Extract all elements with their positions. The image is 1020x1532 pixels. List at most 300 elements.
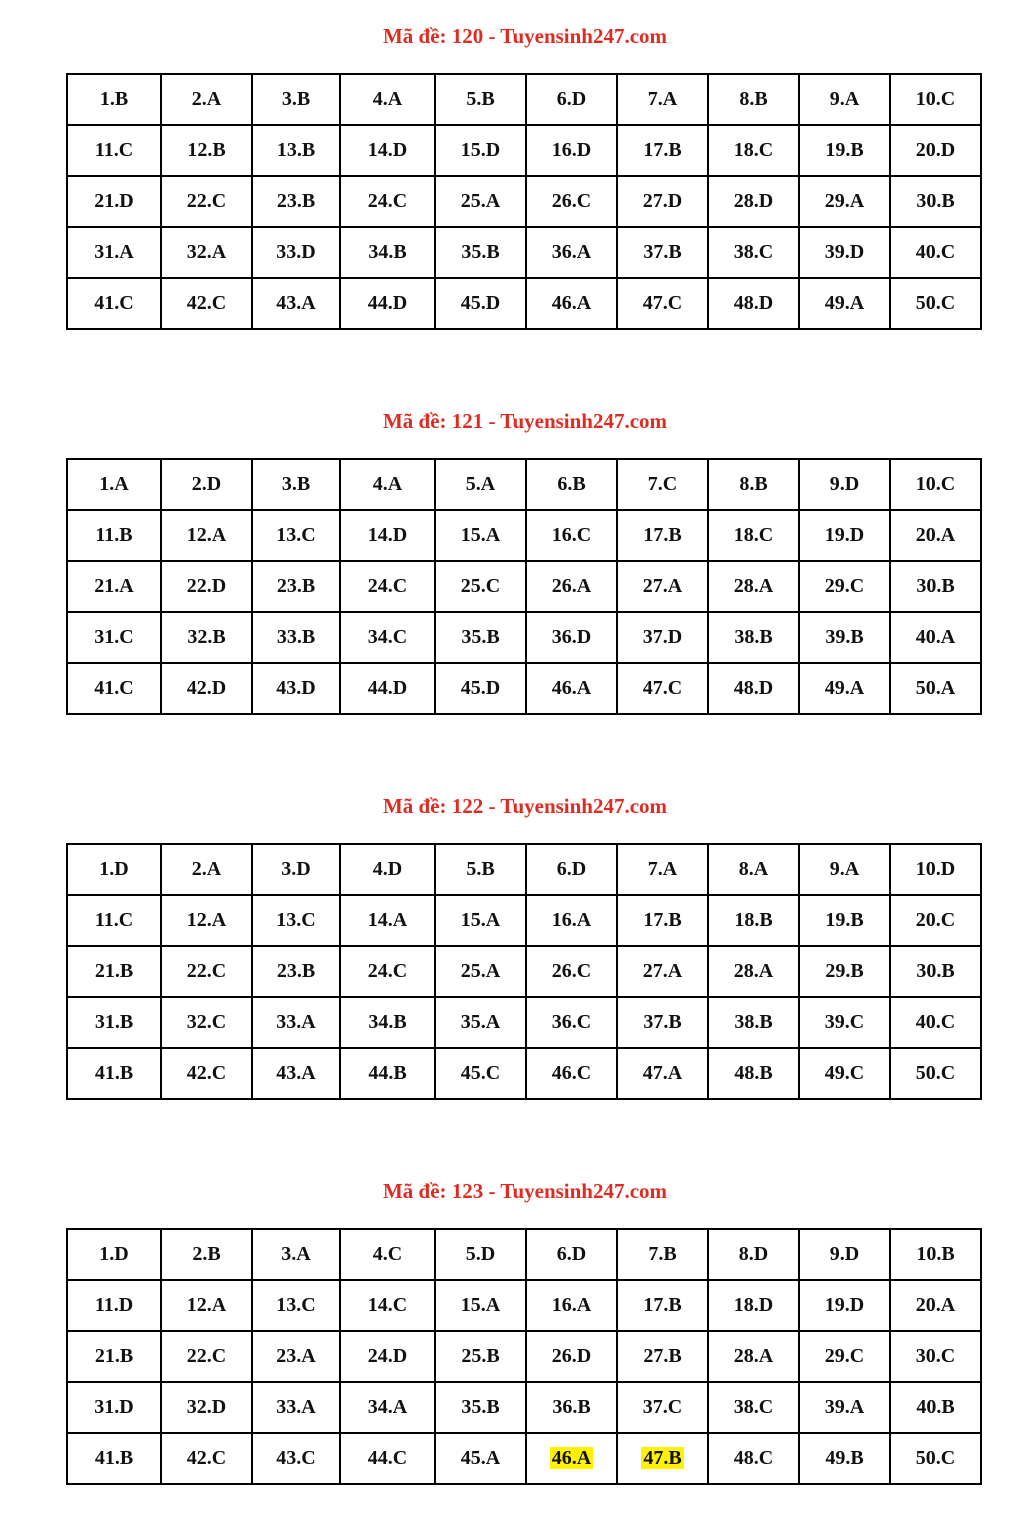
answer-text: 31.C <box>94 626 134 648</box>
answer-cell <box>252 74 340 125</box>
answer-cell <box>435 125 526 176</box>
answer-text: 35.A <box>460 1011 501 1033</box>
answer-text: 28.D <box>733 190 774 212</box>
answer-text: 3.B <box>281 88 311 110</box>
answer-text: 32.C <box>186 1011 227 1033</box>
answer-cell <box>890 663 981 714</box>
answer-cell <box>890 459 981 510</box>
answer-cell <box>890 510 981 561</box>
answer-cell <box>617 1048 708 1099</box>
answer-text: 25.A <box>460 190 501 212</box>
answer-cell <box>340 612 435 663</box>
answer-cell <box>799 1433 890 1484</box>
answer-text: 33.D <box>276 241 316 263</box>
answer-cell <box>252 1433 340 1484</box>
answer-cell <box>708 844 799 895</box>
answer-cell <box>799 663 890 714</box>
answer-text: 40.C <box>915 1011 956 1033</box>
answer-text: 38.C <box>733 241 774 263</box>
answer-text: 16.C <box>551 524 592 546</box>
answer-text: 36.C <box>551 1011 592 1033</box>
answer-text: 37.C <box>642 1396 683 1418</box>
answer-cell <box>890 997 981 1048</box>
answer-text: 11.B <box>95 524 133 546</box>
answer-cell <box>67 1433 161 1484</box>
answer-text: 27.A <box>642 960 683 982</box>
answer-text: 4.A <box>372 473 403 495</box>
answer-row <box>67 1229 981 1280</box>
answer-row <box>67 561 981 612</box>
answer-text: 34.B <box>368 1011 407 1033</box>
answer-cell <box>161 895 252 946</box>
answer-cell <box>67 459 161 510</box>
answer-cell <box>161 612 252 663</box>
answer-text: 17.B <box>643 909 682 931</box>
answer-cell <box>526 176 617 227</box>
answer-cell <box>252 227 340 278</box>
answer-cell <box>435 997 526 1048</box>
answer-text: 17.B <box>643 1294 682 1316</box>
answer-text: 21.A <box>94 575 134 597</box>
answer-cell <box>340 510 435 561</box>
answer-text: 39.A <box>824 1396 865 1418</box>
answer-cell <box>252 1229 340 1280</box>
answer-cell <box>161 1382 252 1433</box>
answer-text: 20.A <box>915 524 956 546</box>
answer-row <box>67 612 981 663</box>
answer-cell <box>617 612 708 663</box>
answer-cell <box>161 1280 252 1331</box>
answer-text: 48.B <box>734 1062 773 1084</box>
answer-cell <box>67 844 161 895</box>
answer-text: 44.B <box>368 1062 407 1084</box>
answer-text: 49.A <box>824 292 865 314</box>
answer-row <box>67 74 981 125</box>
answer-cell <box>435 612 526 663</box>
answer-cell <box>708 278 799 329</box>
answer-cell <box>526 227 617 278</box>
answer-text: 18.B <box>734 909 773 931</box>
answer-text: 31.B <box>94 1011 134 1033</box>
answer-text: 34.C <box>367 626 408 648</box>
answer-text: 43.D <box>276 677 316 699</box>
answer-text: 26.D <box>551 1345 592 1367</box>
answer-cell <box>617 1229 708 1280</box>
answer-cell <box>526 459 617 510</box>
answer-cell <box>799 125 890 176</box>
answer-text: 13.B <box>276 139 316 161</box>
answer-text: 44.D <box>367 677 408 699</box>
answer-cell <box>252 1382 340 1433</box>
answer-cell <box>799 1229 890 1280</box>
answer-cell <box>708 176 799 227</box>
answer-cell <box>67 612 161 663</box>
answer-row <box>67 278 981 329</box>
answer-text: 41.C <box>94 292 134 314</box>
answer-text: 22.C <box>186 1345 227 1367</box>
answer-row <box>67 663 981 714</box>
answer-cell <box>161 844 252 895</box>
answer-text: 24.C <box>367 575 408 597</box>
answer-cell <box>67 1048 161 1099</box>
answer-cell <box>799 459 890 510</box>
answer-text: 1.B <box>99 88 129 110</box>
answer-cell <box>340 1280 435 1331</box>
answer-text: 37.B <box>643 1011 682 1033</box>
answer-row <box>67 844 981 895</box>
answer-text: 15.A <box>460 909 501 931</box>
answer-cell <box>708 510 799 561</box>
answer-cell <box>708 612 799 663</box>
answer-text: 11.C <box>94 909 134 931</box>
answer-text: 29.C <box>824 575 865 597</box>
answer-text: 17.B <box>643 524 682 546</box>
answer-cell <box>617 1280 708 1331</box>
answer-cell <box>617 176 708 227</box>
answer-text: 43.A <box>276 292 316 314</box>
answer-cell <box>708 895 799 946</box>
answer-text: 23.B <box>276 190 316 212</box>
answer-cell <box>617 227 708 278</box>
answer-text: 12.A <box>186 524 227 546</box>
answer-text: 8.B <box>739 88 768 110</box>
answer-text: 1.D <box>99 1243 129 1265</box>
answer-cell <box>252 1331 340 1382</box>
answer-text: 14.D <box>367 524 408 546</box>
answer-text: 9.A <box>829 88 860 110</box>
answer-cell <box>890 176 981 227</box>
answer-cell <box>161 997 252 1048</box>
answer-text: 50.C <box>915 292 956 314</box>
answer-text: 17.B <box>643 139 682 161</box>
answer-table <box>66 843 982 1100</box>
answer-cell <box>161 510 252 561</box>
answer-cell <box>799 1280 890 1331</box>
answer-text: 28.A <box>733 1345 774 1367</box>
answer-cell <box>252 895 340 946</box>
answer-cell <box>890 1433 981 1484</box>
answer-cell <box>340 459 435 510</box>
answer-text: 19.B <box>825 139 864 161</box>
answer-cell <box>708 997 799 1048</box>
exam-code-title: Mã đề: 123 - Tuyensinh247.com <box>382 1179 668 1203</box>
answer-cell <box>67 278 161 329</box>
answer-cell <box>435 561 526 612</box>
answer-text: 12.A <box>186 1294 227 1316</box>
answer-text: 3.B <box>281 473 311 495</box>
answer-text: 35.B <box>461 241 500 263</box>
answer-cell <box>890 1048 981 1099</box>
answer-cell <box>161 459 252 510</box>
answer-cell <box>617 1382 708 1433</box>
answer-text: 21.B <box>94 960 134 982</box>
answer-text: 13.C <box>276 1294 316 1316</box>
answer-cell <box>890 227 981 278</box>
answer-cell <box>435 1382 526 1433</box>
answer-text: 5.D <box>465 1243 496 1265</box>
answer-text: 50.A <box>915 677 956 699</box>
answer-cell <box>526 844 617 895</box>
answer-cell <box>617 459 708 510</box>
answer-text: 8.A <box>738 858 769 880</box>
answer-text: 7.C <box>647 473 678 495</box>
answer-text: 49.C <box>824 1062 865 1084</box>
answer-text: 15.D <box>460 139 501 161</box>
answer-text: 2.A <box>191 88 222 110</box>
answer-row <box>67 895 981 946</box>
answer-cell <box>799 946 890 997</box>
answer-text: 2.B <box>192 1243 221 1265</box>
answer-text: 22.C <box>186 960 227 982</box>
answer-text: 2.A <box>191 858 222 880</box>
answer-cell <box>617 510 708 561</box>
answer-text: 34.B <box>368 241 407 263</box>
answer-text: 43.A <box>276 1062 316 1084</box>
answer-text: 29.A <box>824 190 865 212</box>
answer-text: 33.A <box>276 1011 316 1033</box>
answer-text: 35.B <box>461 626 500 648</box>
answer-row <box>67 1433 981 1484</box>
answer-text: 2.D <box>191 473 222 495</box>
answer-cell <box>161 74 252 125</box>
exam-code-title: Mã đề: 122 - Tuyensinh247.com <box>382 794 668 818</box>
answer-text: 42.D <box>186 677 227 699</box>
answer-text: 21.D <box>94 190 134 212</box>
answer-cell <box>435 278 526 329</box>
answer-cell <box>435 74 526 125</box>
answer-row <box>67 227 981 278</box>
answer-text: 45.D <box>460 292 501 314</box>
answer-cell <box>890 74 981 125</box>
answer-text: 43.C <box>276 1447 316 1469</box>
answer-text: 21.B <box>94 1345 134 1367</box>
answer-text: 36.D <box>551 626 592 648</box>
answer-cell <box>526 1048 617 1099</box>
answer-text: 11.C <box>94 139 134 161</box>
answer-text: 24.C <box>367 960 408 982</box>
answer-text: 11.D <box>94 1294 134 1316</box>
answer-text: 39.D <box>824 241 865 263</box>
answer-cell <box>161 1331 252 1382</box>
answer-cell <box>708 1280 799 1331</box>
answer-text: 5.B <box>466 858 495 880</box>
answer-cell <box>340 176 435 227</box>
answer-text: 10.D <box>915 858 956 880</box>
answer-text: 46.A <box>551 292 592 314</box>
answer-text: 39.C <box>824 1011 865 1033</box>
answer-cell <box>799 844 890 895</box>
answer-text: 14.C <box>367 1294 408 1316</box>
answer-text: 49.A <box>824 677 865 699</box>
answer-cell <box>67 561 161 612</box>
answer-cell <box>340 74 435 125</box>
answer-text: 50.C <box>915 1447 956 1469</box>
answer-cell <box>161 1433 252 1484</box>
answer-cell <box>708 125 799 176</box>
answer-cell <box>67 1229 161 1280</box>
answer-text: 48.C <box>733 1447 774 1469</box>
answer-row <box>67 1382 981 1433</box>
answer-text: 10.C <box>915 88 956 110</box>
answer-cell <box>526 997 617 1048</box>
answer-text: 6.D <box>556 88 587 110</box>
answer-text: 10.C <box>915 473 956 495</box>
answer-text: 45.A <box>460 1447 501 1469</box>
answer-cell <box>435 1280 526 1331</box>
answer-cell <box>526 510 617 561</box>
answer-cell <box>799 176 890 227</box>
answer-cell <box>67 176 161 227</box>
answer-cell <box>435 1433 526 1484</box>
answer-text: 47.C <box>642 292 683 314</box>
answer-cell <box>67 997 161 1048</box>
answer-cell <box>799 510 890 561</box>
answer-text: 23.B <box>276 960 316 982</box>
answer-cell <box>252 176 340 227</box>
answer-cell <box>799 895 890 946</box>
answer-cell <box>435 1048 526 1099</box>
answer-cell <box>161 227 252 278</box>
answer-text: 29.C <box>824 1345 865 1367</box>
answer-cell <box>617 1331 708 1382</box>
answer-cell <box>435 946 526 997</box>
answer-cell <box>890 125 981 176</box>
answer-cell <box>799 612 890 663</box>
answer-cell <box>890 946 981 997</box>
answer-text: 6.B <box>557 473 586 495</box>
answer-cell <box>708 561 799 612</box>
answer-cell <box>340 1382 435 1433</box>
answer-cell <box>890 1229 981 1280</box>
answer-text: 22.C <box>186 190 227 212</box>
answer-cell <box>340 1433 435 1484</box>
answer-text: 10.B <box>916 1243 955 1265</box>
answer-row <box>67 176 981 227</box>
answer-text: 18.C <box>733 524 774 546</box>
answer-text: 26.A <box>551 575 592 597</box>
answer-cell <box>340 278 435 329</box>
answer-text: 12.B <box>187 139 226 161</box>
answer-text: 32.B <box>187 626 226 648</box>
answer-cell <box>340 227 435 278</box>
answer-row <box>67 1331 981 1382</box>
answer-cell <box>526 1229 617 1280</box>
answer-text: 6.D <box>556 858 587 880</box>
exam-code-title: Mã đề: 120 - Tuyensinh247.com <box>382 24 668 48</box>
answer-cell <box>67 74 161 125</box>
answer-text: 14.D <box>367 139 408 161</box>
answer-text: 16.A <box>551 1294 592 1316</box>
answer-cell <box>252 1280 340 1331</box>
answer-cell <box>67 1382 161 1433</box>
answer-text: 30.B <box>916 575 955 597</box>
answer-text: 25.B <box>461 1345 500 1367</box>
answer-cell <box>617 278 708 329</box>
answer-cell <box>799 1331 890 1382</box>
answer-text: 12.A <box>186 909 227 931</box>
answer-cell <box>526 278 617 329</box>
answer-text: 32.D <box>186 1396 227 1418</box>
answer-cell <box>799 1382 890 1433</box>
answer-text: 19.D <box>824 1294 865 1316</box>
answer-cell <box>890 1382 981 1433</box>
answer-cell <box>526 946 617 997</box>
answer-cell <box>617 946 708 997</box>
answer-row <box>67 997 981 1048</box>
answer-cell <box>708 1433 799 1484</box>
answer-text: 24.D <box>367 1345 408 1367</box>
answer-cell <box>340 946 435 997</box>
answer-cell <box>252 1048 340 1099</box>
answer-cell <box>252 459 340 510</box>
answer-cell <box>435 844 526 895</box>
answer-cell <box>67 125 161 176</box>
answer-text: 44.C <box>367 1447 408 1469</box>
answer-text: 16.A <box>551 909 592 931</box>
answer-text: 9.A <box>829 858 860 880</box>
answer-cell <box>67 1331 161 1382</box>
answer-cell <box>890 278 981 329</box>
answer-cell <box>890 844 981 895</box>
answer-text: 40.C <box>915 241 956 263</box>
answer-cell <box>252 844 340 895</box>
answer-text: 36.A <box>551 241 592 263</box>
answer-text: 44.D <box>367 292 408 314</box>
answer-text: 37.B <box>643 241 682 263</box>
answer-text: 7.A <box>647 858 678 880</box>
answer-cell <box>708 74 799 125</box>
answer-text: 30.B <box>916 190 955 212</box>
answer-cell <box>340 1229 435 1280</box>
answer-text: 31.A <box>94 241 134 263</box>
answer-table <box>66 1228 982 1485</box>
answer-text: 20.C <box>915 909 956 931</box>
answer-cell <box>890 1331 981 1382</box>
answer-cell <box>435 663 526 714</box>
answer-cell <box>340 663 435 714</box>
answer-text: 23.A <box>276 1345 316 1367</box>
answer-text: 25.A <box>460 960 501 982</box>
answer-text: 45.D <box>460 677 501 699</box>
answer-cell <box>252 663 340 714</box>
answer-cell <box>890 895 981 946</box>
answer-cell <box>617 895 708 946</box>
answer-text: 31.D <box>94 1396 134 1418</box>
answer-text: 40.A <box>915 626 956 648</box>
answer-cell <box>435 510 526 561</box>
answer-text: 41.B <box>94 1062 134 1084</box>
answer-text: 35.B <box>461 1396 500 1418</box>
answer-cell <box>67 227 161 278</box>
answer-text: 50.C <box>915 1062 956 1084</box>
answer-text: 18.C <box>733 139 774 161</box>
answer-text: 46.A <box>551 677 592 699</box>
answer-cell <box>799 1048 890 1099</box>
answer-text: 8.D <box>738 1243 769 1265</box>
answer-text: 37.D <box>642 626 683 648</box>
answer-cell <box>435 895 526 946</box>
answer-text: 33.B <box>276 626 316 648</box>
answer-text: 3.A <box>281 1243 311 1265</box>
answer-text: 23.B <box>276 575 316 597</box>
answer-cell <box>617 663 708 714</box>
answer-cell <box>161 1229 252 1280</box>
answer-cell <box>252 946 340 997</box>
answer-cell <box>340 997 435 1048</box>
answer-text: 7.A <box>647 88 678 110</box>
answer-text: 38.B <box>734 626 773 648</box>
answer-cell <box>799 278 890 329</box>
